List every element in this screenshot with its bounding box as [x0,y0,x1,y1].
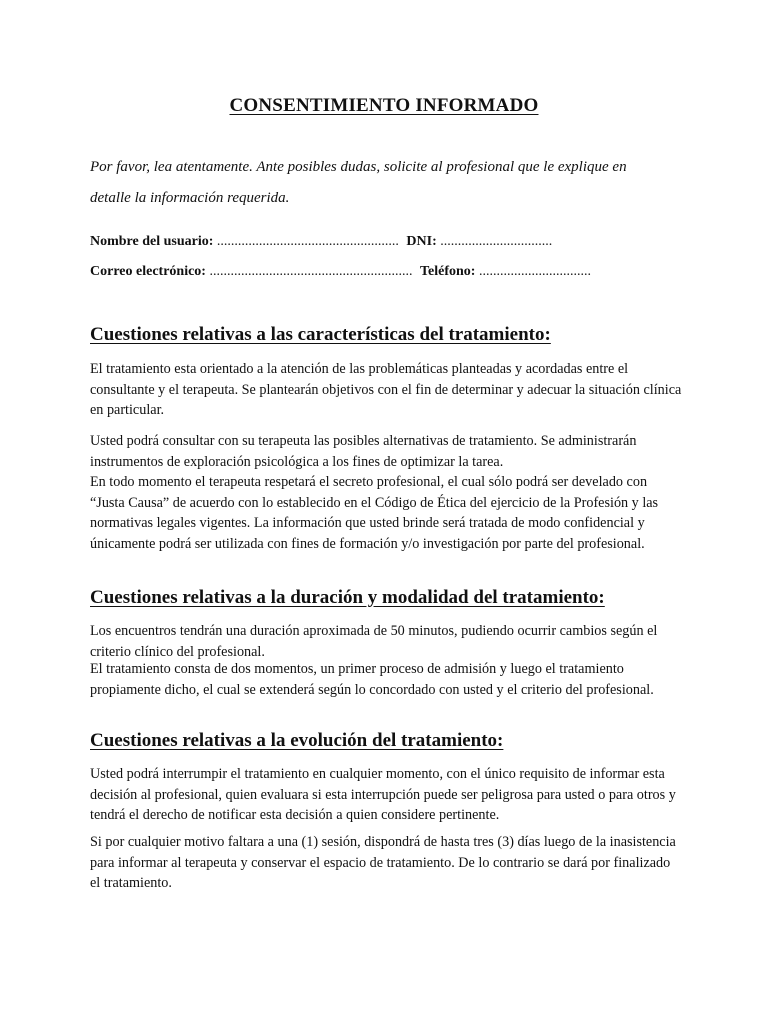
name-dni-line [90,234,552,250]
section-1-paragraph-3: En todo momento el terapeuta respetará el secreto profesional, el cual sólo podrá ser develado con “Justa Causa” de acuerdo con lo establecido en el Código de Ética del ejercicio de la Profesión y las normativas legales vigentes. La información que usted brinde será tratada de modo confidencial y únicamente podrá ser utilizada con fines de formación y/o investigación por parte del profesional. [90,474,659,552]
name-label: Nombre del usuario: [90,234,214,249]
email-label: Correo electrónico: [90,264,206,279]
section-3-paragraph-1: Usted podrá interrumpir el tratamiento en cualquier momento, con el único requisito de informar esta decisión al profesional, quien evaluara si esta interrupción puede ser peligrosa para usted o para otros y tendrá el derecho de notificar esta decisión a quien considere pertinente. [90,766,676,823]
intro-line-1: Por favor, lea atentamente. Ante posibles dudas, solicite al profesional que le explique en [90,159,627,175]
email-phone-line [90,264,591,280]
section-1-paragraph-1: El tratamiento esta orientado a la atención de las problemáticas planteadas y acordadas entre el consultante y el terapeuta. Se plantearán objetivos con el fin de determinar y adecuar la situación clínica en particular. [90,361,682,418]
phone-field[interactable]: ................................ [478,264,591,279]
email-field[interactable]: .......................................................... [209,264,413,279]
phone-label: Teléfono: [419,264,476,279]
document-title: CONSENTIMIENTO INFORMADO [229,95,539,116]
intro-line-2: detalle la información requerida. [90,190,290,206]
section-2-paragraph-1: Los encuentros tendrán una duración aproximada de 50 minutos, pudiendo ocurrir cambios según el criterio clínico del profesional. [90,623,658,660]
dni-field[interactable]: ................................ [440,234,553,249]
intro-text [90,152,690,214]
section-2-paragraph-2: El tratamiento consta de dos momentos, un primer proceso de admisión y luego el tratamiento propiamente dicho, el cual se extenderá según lo concordado con usted y el criterio del profesional. [90,661,654,698]
section-3-paragraph-2: Si por cualquier motivo faltara a una (1) sesión, dispondrá de hasta tres (3) días luego de la inasistencia para informar al terapeuta y conservar el espacio de tratamiento. De lo contrario se dará por finalizado el tratamiento. [90,834,676,891]
section-1-paragraph-2: Usted podrá consultar con su terapeuta las posibles alternativas de tratamiento. Se administrarán instrumentos de exploración psicológica a los fines de optimizar la tarea. [90,433,637,470]
section-heading-characteristics: Cuestiones relativas a las características del tratamiento: [90,324,551,345]
section-heading-evolution: Cuestiones relativas a la evolución del tratamiento: [90,730,504,751]
section-heading-duration: Cuestiones relativas a la duración y modalidad del tratamiento: [90,587,605,608]
dni-label: DNI: [406,234,437,249]
name-field[interactable]: .................................................... [216,234,399,249]
